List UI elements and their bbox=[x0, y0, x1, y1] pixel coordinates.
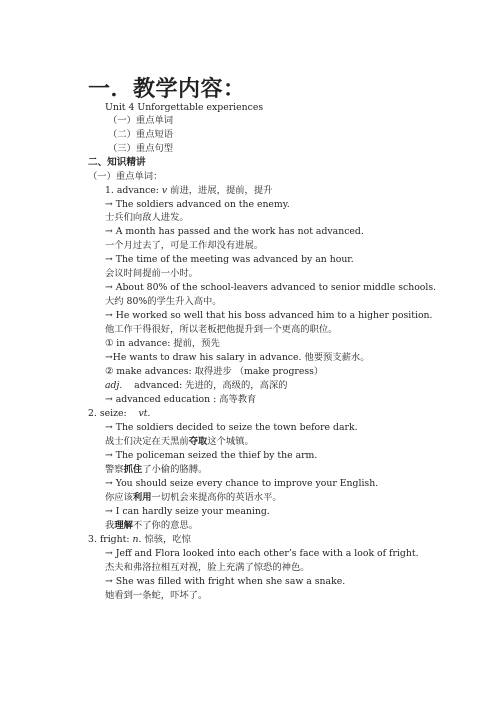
example-cn: 我理解不了你的意思。 bbox=[105, 520, 199, 531]
content-item-2: （二）重点短语 bbox=[108, 129, 174, 140]
word-head: 3. fright: bbox=[88, 534, 130, 545]
example-cn: 他工作干得很好，所以老板把他提升到一个更高的职位。 bbox=[105, 324, 338, 335]
example-cn: 士兵们向敌人进发。 bbox=[105, 212, 189, 223]
word-entry-seize bbox=[88, 408, 150, 420]
subsection-key-words: （一）重点单词： bbox=[88, 171, 163, 182]
word-head: 1. advance: bbox=[105, 185, 159, 196]
example-cn: 战士们决定在天黑前夺取这个城镇。 bbox=[105, 436, 254, 447]
example-cn: 警察抓住了小偷的胳膊。 bbox=[105, 464, 208, 475]
section-heading-knowledge: 二、知识精讲 bbox=[88, 157, 146, 168]
adj-pos: adj. bbox=[105, 380, 123, 391]
example-en: → I can hardly seize your meaning. bbox=[105, 506, 270, 517]
word-entry-fright bbox=[88, 534, 191, 546]
word-pos: n. bbox=[132, 534, 142, 545]
example-cn: 一个月过去了，可是工作却没有进展。 bbox=[105, 240, 264, 251]
word-entry-advance bbox=[105, 185, 272, 197]
word-pos: vt. bbox=[138, 408, 151, 419]
phrase-in-advance: ① in advance: 提前，预先 bbox=[105, 338, 220, 349]
example-en: → The policeman seized the thief by the arm. bbox=[105, 450, 318, 461]
example-en: → The soldiers decided to seize the town before dark. bbox=[105, 422, 358, 433]
content-item-3: （三）重点句型 bbox=[108, 143, 174, 154]
adjective-example: → advanced education : 高等教育 bbox=[105, 394, 257, 405]
example-cn: 她看到一条蛇，吓坏了。 bbox=[105, 590, 208, 601]
example-en: → He worked so well that his boss advanced him to a higher position. bbox=[105, 310, 433, 321]
example-cn: 会议时间提前一小时。 bbox=[105, 268, 198, 279]
example-en: → You should seize every chance to improve your English. bbox=[105, 478, 379, 489]
word-pos: v bbox=[161, 185, 168, 196]
phrase-make-advances: ② make advances: 取得进步 （make progress） bbox=[105, 366, 324, 377]
example-en: → The soldiers advanced on the enemy. bbox=[105, 199, 290, 210]
unit-title: Unit 4 Unforgettable experiences bbox=[105, 102, 264, 113]
adjective-form bbox=[105, 380, 287, 392]
example-en: → About 80% of the school-leavers advanced to senior middle schools. bbox=[105, 282, 437, 293]
word-definition: 惊骇，吃惊 bbox=[144, 534, 191, 545]
word-definition: 前进，进展，提前，提升 bbox=[170, 185, 273, 196]
example-cn: 你应该利用一切机会来提高你的英语水平。 bbox=[105, 492, 282, 503]
example-en: → She was filled with fright when she saw a snake. bbox=[105, 576, 346, 587]
example-en: → Jeff and Flora looked into each other’s face with a look of fright. bbox=[105, 548, 419, 559]
example-en: → A month has passed and the work has not advanced. bbox=[105, 226, 364, 237]
word-head: 2. seize: bbox=[88, 408, 127, 419]
phrase-example: →He wants to draw his salary in advance. 他要预支薪水。 bbox=[105, 352, 370, 363]
example-en: → The time of the meeting was advanced by an hour. bbox=[105, 254, 354, 265]
content-item-1: （一）重点单词 bbox=[108, 115, 174, 126]
adj-definition: advanced: 先进的，高级的，高深的 bbox=[134, 380, 288, 391]
page-title: 一．教学内容： bbox=[88, 76, 246, 102]
example-cn: 大约 80%的学生升入高中。 bbox=[105, 296, 222, 307]
example-cn: 杰夫和弗洛拉相互对视，脸上充满了惊恐的神色。 bbox=[105, 562, 310, 573]
